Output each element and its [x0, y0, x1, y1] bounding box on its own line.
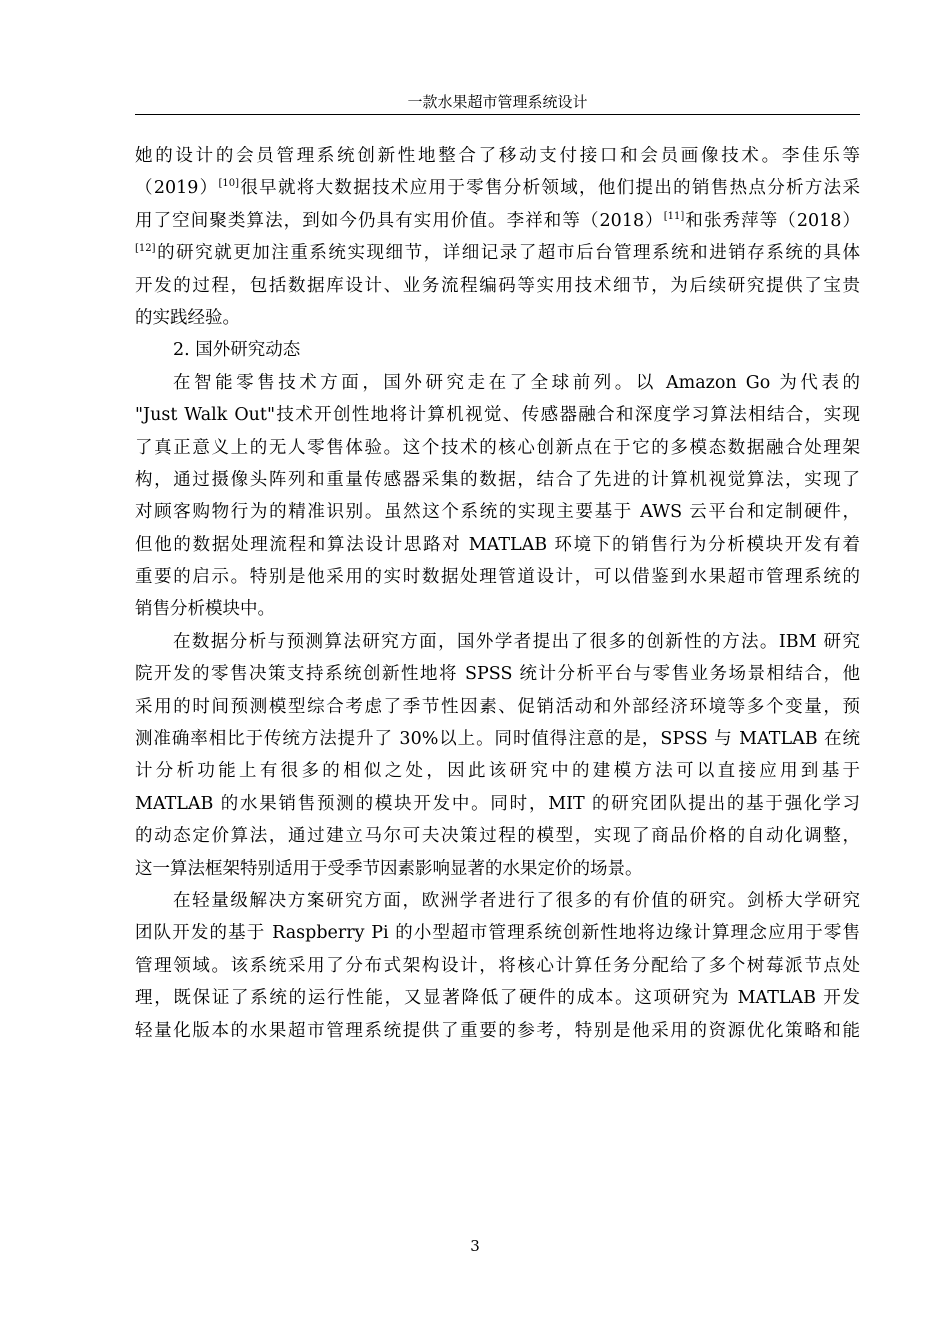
text-segment: 的研究就更加注重系统实现细节，详细记录了超市后台管理系统和进销存系统的具体 — [155, 243, 860, 264]
paragraph-3 — [135, 626, 860, 885]
text-segment: （2019） — [135, 178, 219, 199]
citation-ref: [12] — [135, 243, 156, 255]
text-line: 在数据分析与预测算法研究方面，国外学者提出了很多的创新性的方法。IBM 研究 — [173, 631, 860, 652]
text-line: 测准确率相比于传统方法提升了 30%以上。同时值得注意的是，SPSS 与 MATLAB 在统 — [135, 729, 860, 750]
running-header — [135, 90, 860, 115]
paragraph-4 — [135, 885, 860, 1047]
text-line: 了真正意义上的无人零售体验。这个技术的核心创新点在于它的多模态数据融合处理架 — [135, 437, 860, 458]
text-line: 构，通过摄像头阵列和重量传感器采集的数据，结合了先进的计算机视觉算法，实现了 — [135, 469, 860, 490]
citation-ref: [11] — [663, 210, 685, 222]
text-line: 但他的数据处理流程和算法设计思路对 MATLAB 环境下的销售行为分析模块开发有着 — [135, 534, 860, 555]
text-line: 销售分析模块中。 — [135, 599, 275, 620]
text-line: 开发的过程，包括数据库设计、业务流程编码等实用技术细节，为后续研究提供了宝贵 — [135, 275, 860, 296]
text-line: "Just Walk Out"技术开创性地将计算机视觉、传感器融合和深度学习算法相结合，实现 — [135, 405, 860, 426]
text-line: 在智能零售技术方面，国外研究走在了全球前列。以 Amazon Go 为代表的 — [173, 372, 860, 393]
text-line: 这一算法框架特别适用于受季节因素影响显著的水果定价的场景。 — [135, 858, 643, 879]
text-line: 重要的启示。特别是他采用的实时数据处理管道设计，可以借鉴到水果超市管理系统的 — [135, 567, 860, 588]
page-number: 3 — [470, 1237, 480, 1255]
paragraph-1 — [135, 140, 860, 334]
section-heading: 2. 国外研究动态 — [173, 340, 301, 361]
text-line: 团队开发的基于 Raspberry Pi 的小型超市管理系统创新性地将边缘计算理念应用于零售 — [135, 923, 860, 944]
text-line: 的动态定价算法，通过建立马尔可夫决策过程的模型，实现了商品价格的自动化调整， — [135, 826, 860, 847]
text-line — [135, 205, 860, 237]
paragraph-2 — [135, 367, 860, 626]
citation-ref: [10] — [218, 178, 240, 190]
text-line: 管理领域。该系统采用了分布式架构设计，将核心计算任务分配给了多个树莓派节点处 — [135, 955, 860, 976]
text-segment: 用了空间聚类算法，到如今仍具有实用价值。李祥和等（2018） — [135, 210, 664, 231]
body-text — [135, 140, 860, 1047]
text-line: 在轻量级解决方案研究方面，欧洲学者进行了很多的有价值的研究。剑桥大学研究 — [173, 890, 860, 911]
text-line: 她的设计的会员管理系统创新性地整合了移动支付接口和会员画像技术。李佳乐等 — [135, 146, 860, 166]
text-segment: 很早就将大数据技术应用于零售分析领域，他们提出的销售热点分析方法采 — [239, 178, 860, 199]
header-title: 一款水果超市管理系统设计 — [407, 93, 588, 111]
text-line: 对顾客购物行为的精准识别。虽然这个系统的实现主要基于 AWS 云平台和定制硬件， — [135, 502, 860, 523]
text-line: 轻量化版本的水果超市管理系统提供了重要的参考，特别是他采用的资源优化策略和能 — [135, 1020, 860, 1041]
text-line — [135, 172, 860, 204]
text-line: 院开发的零售决策支持系统创新性地将 SPSS 统计分析平台与零售业务场景相结合，他 — [135, 664, 860, 685]
text-line: 的实践经验。 — [135, 307, 240, 328]
text-line: 理，既保证了系统的运行性能，又显著降低了硬件的成本。这项研究为 MATLAB 开发 — [135, 988, 860, 1009]
text-line — [135, 237, 860, 269]
text-line: 计分析功能上有很多的相似之处，因此该研究中的建模方法可以直接应用到基于 — [135, 761, 860, 782]
text-line: 采用的时间预测模型综合考虑了季节性因素、促销活动和外部经济环境等多个变量，预 — [135, 696, 860, 717]
text-segment: 和张秀萍等（2018） — [684, 210, 860, 231]
text-line: MATLAB 的水果销售预测的模块开发中。同时，MIT 的研究团队提出的基于强化学习 — [135, 793, 860, 814]
